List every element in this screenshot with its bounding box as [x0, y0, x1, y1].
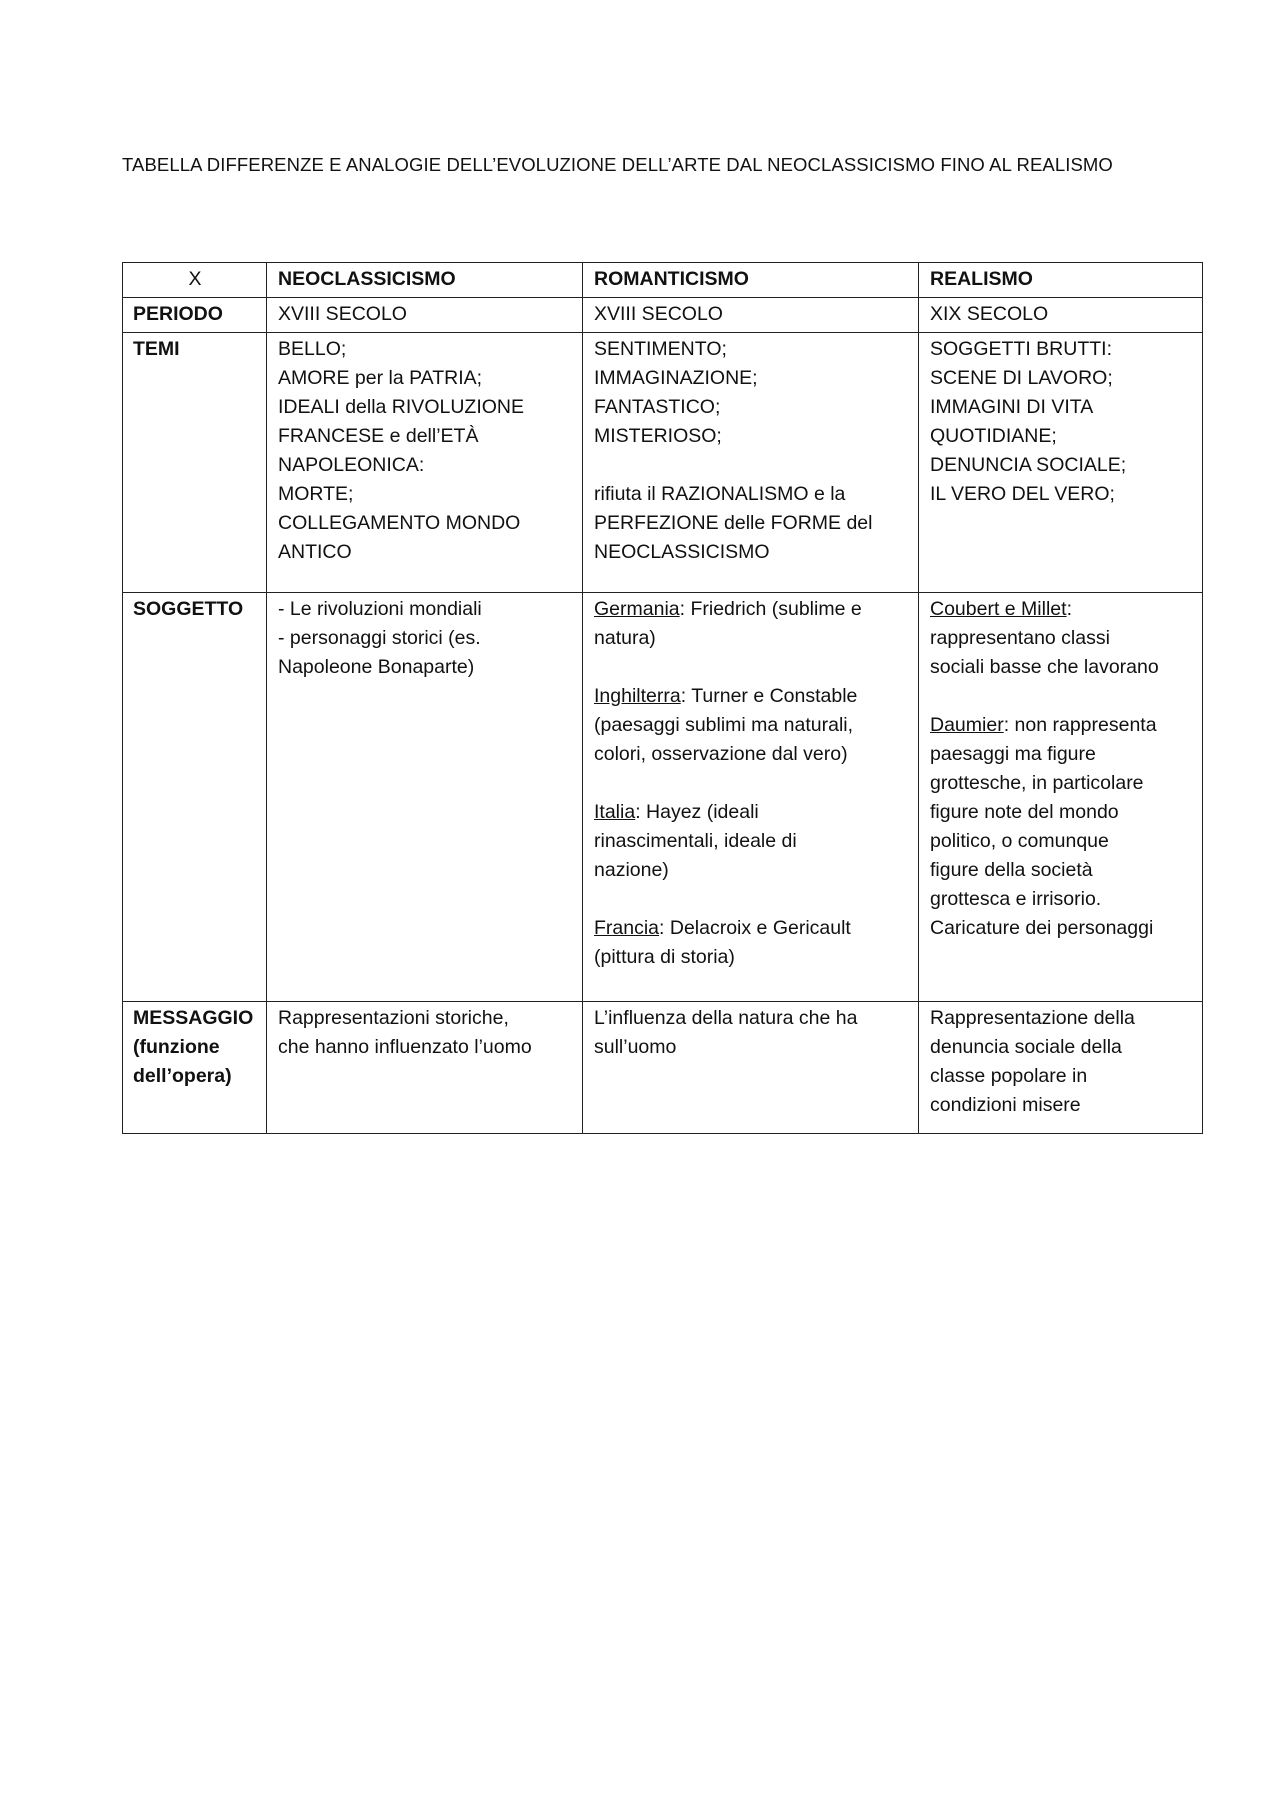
temi-neo-line: BELLO; — [278, 338, 347, 360]
messaggio-neo-line: Rappresentazioni storiche, — [278, 1007, 509, 1029]
temi-real-line: QUOTIDIANE; — [930, 425, 1057, 447]
country-francia — [594, 914, 908, 943]
row-header-line: dell’opera) — [133, 1065, 232, 1087]
country-text-line: (pittura di storia) — [594, 946, 735, 968]
messaggio-real-line: condizioni misere — [930, 1094, 1081, 1116]
temi-neo-line: FRANCESE e dell’ETÀ — [278, 425, 479, 447]
temi-realismo — [919, 333, 1203, 593]
temi-real-line: SCENE DI LAVORO; — [930, 367, 1113, 389]
table-header-row — [123, 263, 1203, 298]
temi-neo-line: IDEALI della RIVOLUZIONE — [278, 396, 524, 418]
artist-text-line: grottesca e irrisorio. — [930, 888, 1102, 910]
country-italia — [594, 798, 908, 827]
corner-cell: X — [123, 263, 267, 298]
row-header-periodo: PERIODO — [123, 298, 267, 333]
temi-rom-line: MISTERIOSO; — [594, 425, 722, 447]
temi-real-line: DENUNCIA SOCIALE; — [930, 454, 1127, 476]
messaggio-real-line: classe popolare in — [930, 1065, 1088, 1087]
soggetto-neo-line: - Le rivoluzioni mondiali — [278, 598, 482, 620]
country-text-line: colori, osservazione dal vero) — [594, 743, 848, 765]
temi-neo-line: ANTICO — [278, 541, 352, 563]
comparison-table — [122, 262, 1203, 1134]
soggetto-neo-line: - personaggi storici (es. — [278, 627, 481, 649]
row-header-soggetto: SOGGETTO — [123, 593, 267, 1002]
country-text-line: (paesaggi sublimi ma naturali, — [594, 714, 854, 736]
paragraph-gap — [594, 885, 908, 914]
messaggio-rom-line: sull’uomo — [594, 1036, 677, 1058]
artist-text-line: figure della società — [930, 859, 1093, 881]
country-text: : Turner e Constable — [680, 685, 858, 707]
messaggio-realismo — [919, 1002, 1203, 1134]
messaggio-real-line: denuncia sociale della — [930, 1036, 1122, 1058]
artist-text: : non rappresenta — [1003, 714, 1157, 736]
document-title: TABELLA DIFFERENZE E ANALOGIE DELL’EVOLUZIONE DELL’ARTE DAL NEOCLASSICISMO FINO AL REALISMO — [122, 154, 1113, 175]
artist-text-line: grottesche, in particolare — [930, 772, 1144, 794]
messaggio-rom-line: L’influenza della natura che ha — [594, 1007, 858, 1029]
paragraph-gap — [930, 682, 1192, 711]
artist-text-line: rappresentano classi — [930, 627, 1110, 649]
country-name-francia: Francia — [594, 917, 660, 939]
country-text: : Friedrich (sublime e — [679, 598, 862, 620]
soggetto-neo-line: Napoleone Bonaparte) — [278, 656, 475, 678]
table-row-messaggio — [123, 1002, 1203, 1134]
periodo-neoclassicismo: XVIII SECOLO — [267, 298, 583, 333]
temi-romanticismo — [583, 333, 919, 593]
messaggio-neo-line: che hanno influenzato l’uomo — [278, 1036, 532, 1058]
messaggio-neoclassicismo — [267, 1002, 583, 1134]
table-row-temi — [123, 333, 1203, 593]
artist-text: : — [1066, 598, 1072, 620]
row-header-messaggio — [123, 1002, 267, 1134]
artist-name-coubert-millet: Coubert e Millet — [930, 598, 1067, 620]
soggetto-neoclassicismo — [267, 593, 583, 1002]
temi-neo-line: MORTE; — [278, 483, 354, 505]
temi-rom-note-line: NEOCLASSICISMO — [594, 541, 770, 563]
messaggio-romanticismo — [583, 1002, 919, 1134]
artist-text-line: sociali basse che lavorano — [930, 656, 1159, 678]
column-header-neoclassicismo: NEOCLASSICISMO — [267, 263, 583, 298]
country-text: : Hayez (ideali — [635, 801, 759, 823]
artist-text-line: Caricature dei personaggi — [930, 917, 1154, 939]
soggetto-romanticismo — [583, 593, 919, 1002]
country-name-inghilterra: Inghilterra — [594, 685, 681, 707]
country-text-line: natura) — [594, 627, 656, 649]
temi-neo-line: NAPOLEONICA: — [278, 454, 425, 476]
country-inghilterra — [594, 682, 908, 711]
artist-text-line: politico, o comunque — [930, 830, 1109, 852]
country-text-line: rinascimentali, ideale di — [594, 830, 797, 852]
periodo-realismo: XIX SECOLO — [919, 298, 1203, 333]
paragraph-gap — [594, 653, 908, 682]
country-text-line: nazione) — [594, 859, 669, 881]
temi-neoclassicismo — [267, 333, 583, 593]
row-header-line: (funzione — [133, 1036, 220, 1058]
artist-text-line: paesaggi ma figure — [930, 743, 1096, 765]
temi-rom-note-line: PERFEZIONE delle FORME del — [594, 512, 873, 534]
country-germania — [594, 595, 908, 624]
paragraph-gap — [594, 451, 908, 480]
periodo-romanticismo: XVIII SECOLO — [583, 298, 919, 333]
table-row-periodo — [123, 298, 1203, 333]
temi-real-line: SOGGETTI BRUTTI: — [930, 338, 1113, 360]
artist-coubert-millet — [930, 595, 1192, 624]
temi-real-line: IL VERO DEL VERO; — [930, 483, 1115, 505]
artist-name-daumier: Daumier — [930, 714, 1004, 736]
soggetto-realismo — [919, 593, 1203, 1002]
temi-neo-line: AMORE per la PATRIA; — [278, 367, 483, 389]
table-row-soggetto — [123, 593, 1203, 1002]
temi-real-line: IMMAGINI DI VITA — [930, 396, 1094, 418]
row-header-line: MESSAGGIO — [133, 1007, 254, 1029]
artist-text-line: figure note del mondo — [930, 801, 1119, 823]
temi-rom-line: IMMAGINAZIONE; — [594, 367, 758, 389]
temi-rom-line: FANTASTICO; — [594, 396, 721, 418]
temi-neo-line: COLLEGAMENTO MONDO — [278, 512, 521, 534]
country-text: : Delacroix e Gericault — [659, 917, 851, 939]
country-name-germania: Germania — [594, 598, 680, 620]
artist-daumier — [930, 711, 1192, 740]
temi-rom-line: SENTIMENTO; — [594, 338, 727, 360]
column-header-romanticismo: ROMANTICISMO — [583, 263, 919, 298]
country-name-italia: Italia — [594, 801, 636, 823]
row-header-temi: TEMI — [123, 333, 267, 593]
messaggio-real-line: Rappresentazione della — [930, 1007, 1135, 1029]
paragraph-gap — [594, 769, 908, 798]
column-header-realismo: REALISMO — [919, 263, 1203, 298]
temi-rom-note-line: rifiuta il RAZIONALISMO e la — [594, 483, 846, 505]
